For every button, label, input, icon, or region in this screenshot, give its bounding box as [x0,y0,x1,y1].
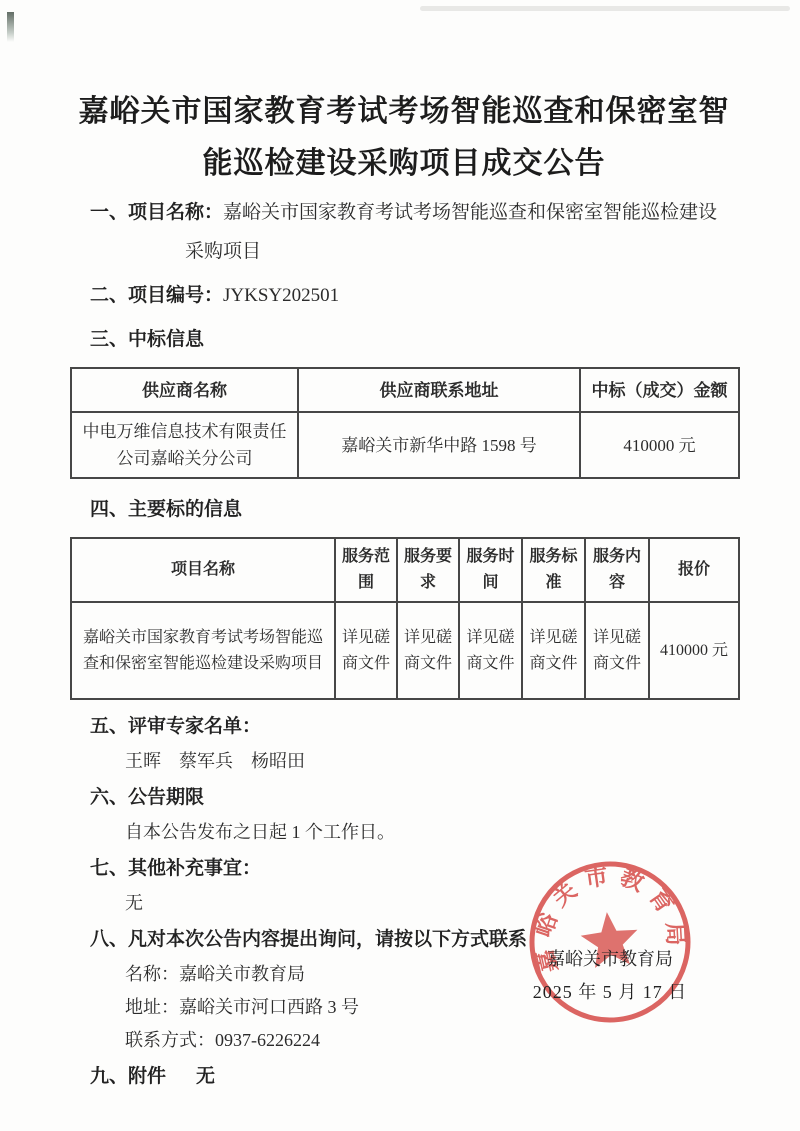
subject-info-table [70,537,740,700]
table-header-row [71,538,739,602]
header-supplier-address: 供应商联系地址 [298,368,580,412]
section-label: 中标信息 [128,329,205,350]
signature-org: 嘉峪关市教育局 [547,949,673,969]
section-award-info [90,325,738,355]
section-label: 公告期限 [128,787,205,808]
section-project-number [90,281,738,311]
table-row [71,602,739,699]
section-experts [90,712,738,775]
contact-address: 地址：嘉峪关市河口西路 3 号 [125,997,359,1017]
signature-date: 2025 年 5 月 17 日 [532,982,688,1002]
header-quote: 报价 [649,538,739,602]
document-title-line1: 嘉峪关市国家教育考试考场智能巡查和保密室智 [78,95,730,128]
other-matters-text: 无 [125,893,143,913]
scan-artifact-topleft [7,12,14,42]
project-name-text-wrap: 采购项目 [185,241,262,262]
document-title [70,86,738,190]
header-service-scope: 服务范围 [335,538,397,602]
cell-quote: 410000 元 [649,602,739,699]
header-supplier-name: 供应商名称 [71,368,298,412]
section-label: 主要标的信息 [128,499,243,520]
signature-block [510,946,710,1006]
project-number-value: JYKSY202501 [223,285,340,306]
section-number: 一、 [90,202,129,223]
contact-name: 名称：嘉峪关市教育局 [125,964,305,984]
project-name-text: 嘉峪关市国家教育考试考场智能巡查和保密室智能巡检建设 [223,202,718,223]
cell-supplier-address: 嘉峪关市新华中路 1598 号 [298,412,580,478]
header-service-requirement: 服务要求 [397,538,459,602]
section-number: 九、 [90,1066,129,1087]
cell-service-requirement: 详见磋商文件 [397,602,459,699]
seal-ring-text: 嘉峪关市教育局 [530,862,689,976]
section-label: 项目名称： [128,202,224,223]
section-subject-info [90,495,738,525]
section-number: 五、 [90,716,129,737]
section-label: 评审专家名单： [128,716,262,737]
section-number: 七、 [90,858,129,879]
table-header-row [71,368,739,412]
attachment-value: 无 [196,1066,216,1087]
cell-service-time: 详见磋商文件 [459,602,522,699]
cell-project-name: 嘉峪关市国家教育考试考场智能巡查和保密室智能巡检建设采购项目 [71,602,335,699]
cell-award-amount: 410000 元 [580,412,739,478]
section-number: 六、 [90,787,129,808]
contact-phone: 联系方式：0937-6226224 [125,1030,320,1050]
section-label: 项目编号： [128,285,224,306]
section-attachment [90,1062,738,1092]
cell-service-standard: 详见磋商文件 [522,602,585,699]
section-announcement-period [90,783,738,846]
section-number: 二、 [90,285,129,306]
award-info-table [70,367,740,479]
cell-service-content: 详见磋商文件 [585,602,649,699]
table-row [71,412,739,478]
section-number: 四、 [90,499,129,520]
section-project-name [90,198,738,267]
section-label: 附件 [128,1066,167,1087]
section-number: 三、 [90,329,129,350]
expert-names: 王晖 蔡军兵 杨昭田 [125,751,305,771]
document-title-line2: 能巡检建设采购项目成交公告 [202,147,606,180]
header-service-standard: 服务标准 [522,538,585,602]
cell-service-scope: 详见磋商文件 [335,602,397,699]
header-project-name: 项目名称 [71,538,335,602]
cell-supplier-name: 中电万维信息技术有限责任公司嘉峪关分公司 [71,412,298,478]
header-service-content: 服务内容 [585,538,649,602]
official-seal [518,850,703,1035]
section-label: 其他补充事宜： [128,858,262,879]
announcement-period-text: 自本公告发布之日起 1 个工作日。 [125,822,395,842]
section-label: 凡对本次公告内容提出询问，请按以下方式联系 [128,929,528,950]
header-award-amount: 中标（成交）金额 [580,368,739,412]
header-service-time: 服务时间 [459,538,522,602]
section-number: 八、 [90,929,129,950]
